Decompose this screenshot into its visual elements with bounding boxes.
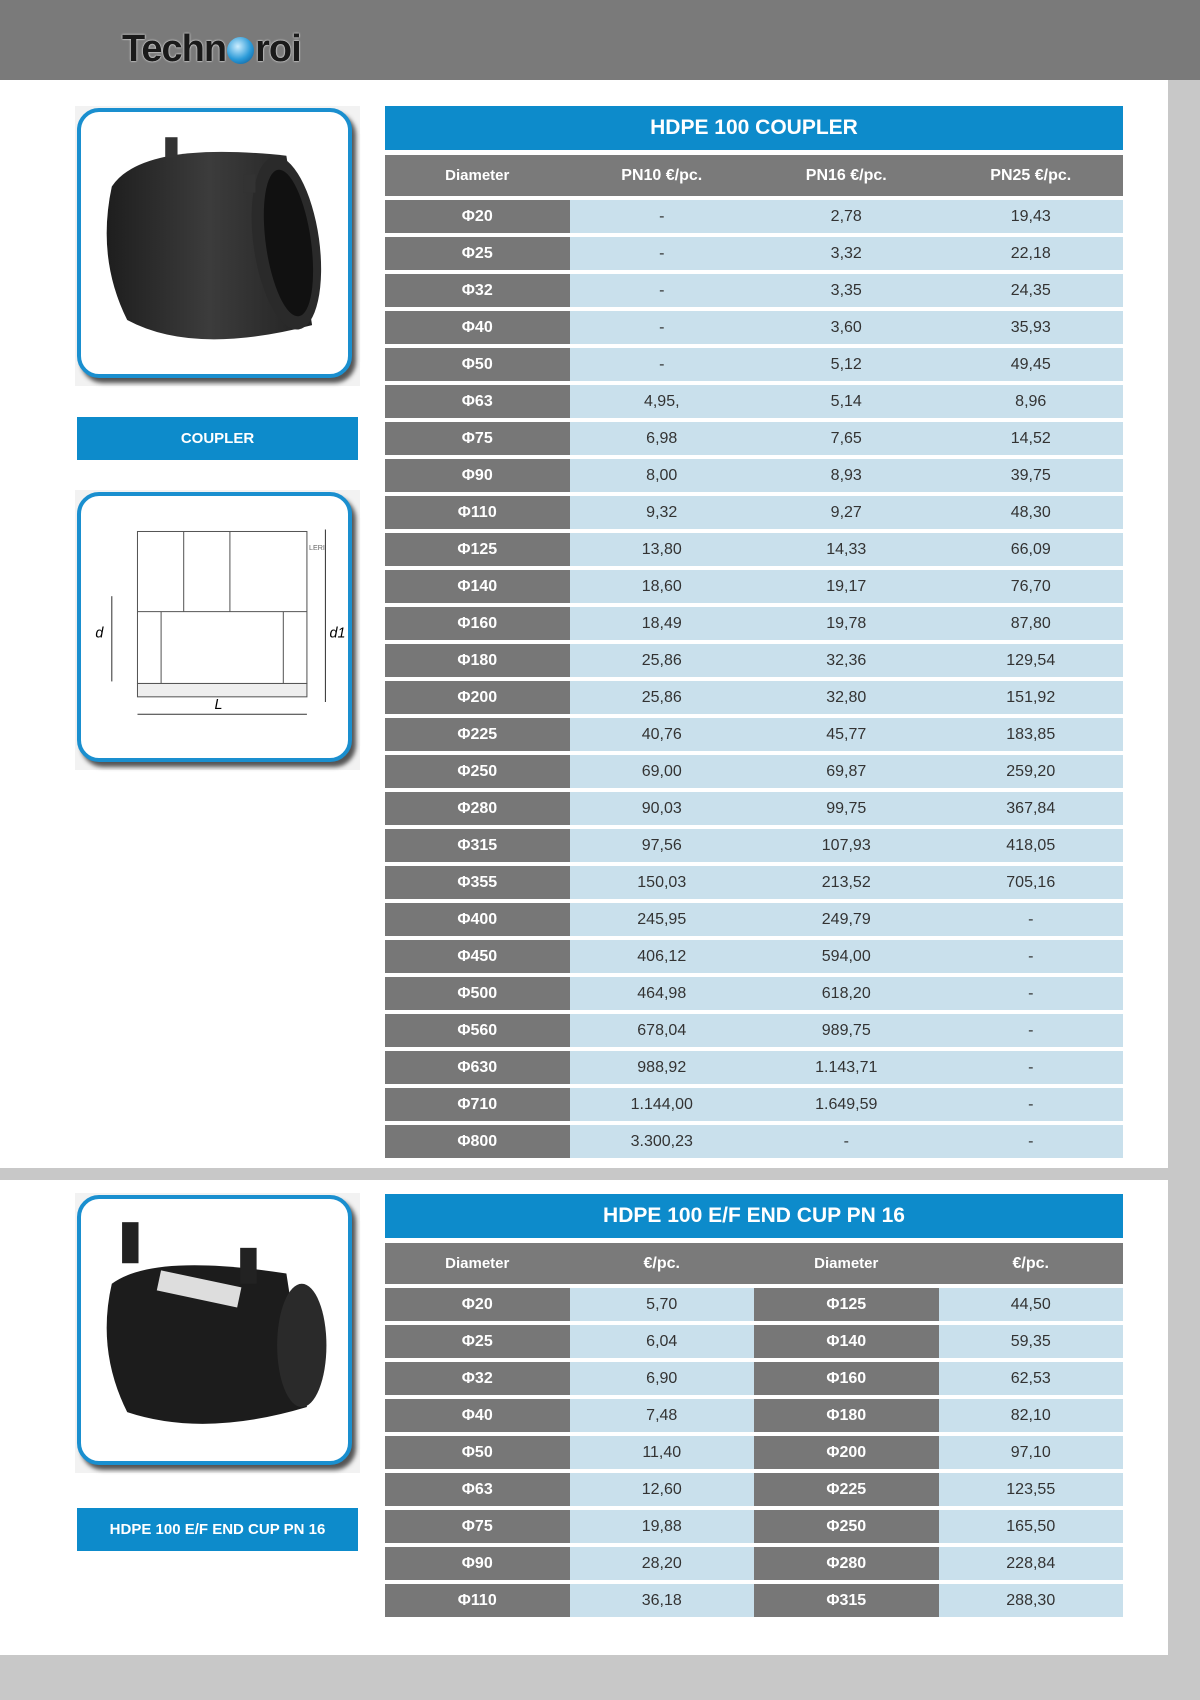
diameter-cell: Φ32	[385, 1362, 570, 1395]
bottom-band	[0, 1655, 1200, 1700]
price-cell: 705,16	[939, 866, 1124, 899]
dimension-l-label: L	[214, 697, 223, 714]
price-cell: 97,10	[939, 1436, 1124, 1469]
endcap-table-header	[385, 1243, 1123, 1284]
coupler-table-header	[385, 155, 1123, 196]
diameter-cell: Φ140	[385, 570, 570, 603]
price-cell: 259,20	[939, 755, 1124, 788]
column-header: Diameter	[814, 1255, 879, 1272]
price-cell: 678,04	[570, 1014, 755, 1047]
price-cell: 183,85	[939, 718, 1124, 751]
price-cell: 3,60	[754, 311, 939, 344]
table-row	[385, 1510, 1123, 1543]
price-cell: 989,75	[754, 1014, 939, 1047]
coupler-photo	[75, 106, 360, 386]
table-row	[385, 1125, 1123, 1158]
table-row	[385, 570, 1123, 603]
diameter-cell: Φ315	[385, 829, 570, 862]
table-row	[385, 1325, 1123, 1358]
logo-text-right: roi	[255, 28, 301, 70]
price-cell: 288,30	[939, 1584, 1124, 1617]
coupler-price-table	[385, 106, 1123, 1158]
diameter-cell: Φ355	[385, 866, 570, 899]
diameter-cell: Φ200	[754, 1436, 939, 1469]
price-cell: 28,20	[570, 1547, 755, 1580]
diameter-cell: Φ32	[385, 274, 570, 307]
diameter-cell: Φ200	[385, 681, 570, 714]
globe-icon	[227, 37, 254, 64]
price-cell: 24,35	[939, 274, 1124, 307]
price-cell: 165,50	[939, 1510, 1124, 1543]
diameter-cell: Φ280	[754, 1547, 939, 1580]
table-row	[385, 1051, 1123, 1084]
price-cell: 249,79	[754, 903, 939, 936]
table-row	[385, 459, 1123, 492]
price-cell: 8,96	[939, 385, 1124, 418]
diameter-cell: Φ225	[754, 1473, 939, 1506]
price-cell: 32,36	[754, 644, 939, 677]
price-cell: -	[939, 977, 1124, 1010]
drawing-tag: LERI	[308, 543, 325, 552]
table-row	[385, 311, 1123, 344]
diameter-cell: Φ25	[385, 237, 570, 270]
price-cell: -	[570, 274, 755, 307]
diameter-cell: Φ90	[385, 459, 570, 492]
table-row	[385, 940, 1123, 973]
diameter-cell: Φ20	[385, 1288, 570, 1321]
price-cell: 6,04	[570, 1325, 755, 1358]
price-cell: 40,76	[570, 718, 755, 751]
column-header: €/pc.	[643, 1254, 680, 1272]
diameter-cell: Φ50	[385, 1436, 570, 1469]
price-cell: -	[939, 1014, 1124, 1047]
table-row	[385, 348, 1123, 381]
table-row	[385, 1014, 1123, 1047]
price-cell: 9,27	[754, 496, 939, 529]
table-row	[385, 1584, 1123, 1617]
price-cell: 99,75	[754, 792, 939, 825]
price-cell: 6,90	[570, 1362, 755, 1395]
diameter-cell: Φ315	[754, 1584, 939, 1617]
column-header: PN16 €/pc.	[805, 166, 887, 184]
diameter-cell: Φ50	[385, 348, 570, 381]
price-cell: 4,95,	[570, 385, 755, 418]
right-margin-strip	[1168, 80, 1200, 1700]
price-cell: 13,80	[570, 533, 755, 566]
price-cell: -	[939, 903, 1124, 936]
coupler-table-title: HDPE 100 COUPLER	[385, 106, 1123, 150]
table-row	[385, 903, 1123, 936]
diameter-cell: Φ63	[385, 1473, 570, 1506]
endcap-image-icon	[81, 1199, 348, 1461]
price-cell: 11,40	[570, 1436, 755, 1469]
price-cell: 9,32	[570, 496, 755, 529]
price-cell: 464,98	[570, 977, 755, 1010]
price-cell: 594,00	[754, 940, 939, 973]
column-header: Diameter	[445, 167, 510, 184]
diameter-cell: Φ63	[385, 385, 570, 418]
diameter-cell: Φ140	[754, 1325, 939, 1358]
price-cell: 1.144,00	[570, 1088, 755, 1121]
price-cell: 1.143,71	[754, 1051, 939, 1084]
table-row	[385, 1288, 1123, 1321]
endcap-label: HDPE 100 E/F END CUP PN 16	[77, 1508, 358, 1551]
dimension-d1-label: d1	[329, 625, 346, 642]
price-cell: 18,49	[570, 607, 755, 640]
price-cell: 7,48	[570, 1399, 755, 1432]
price-cell: 62,53	[939, 1362, 1124, 1395]
table-row	[385, 792, 1123, 825]
price-cell: 618,20	[754, 977, 939, 1010]
endcap-table-title: HDPE 100 E/F END CUP PN 16	[385, 1194, 1123, 1238]
coupler-technical-drawing	[75, 490, 360, 770]
price-cell: 45,77	[754, 718, 939, 751]
table-row	[385, 1362, 1123, 1395]
diameter-cell: Φ40	[385, 1399, 570, 1432]
column-header: PN10 €/pc.	[621, 166, 703, 184]
price-cell: 2,78	[754, 200, 939, 233]
diameter-cell: Φ90	[385, 1547, 570, 1580]
endcap-price-table	[385, 1194, 1123, 1617]
price-cell: 988,92	[570, 1051, 755, 1084]
price-cell: 8,00	[570, 459, 755, 492]
price-cell: -	[939, 1051, 1124, 1084]
coupler-label: COUPLER	[77, 417, 358, 460]
table-row	[385, 200, 1123, 233]
price-cell: 19,88	[570, 1510, 755, 1543]
price-cell: 35,93	[939, 311, 1124, 344]
table-row	[385, 866, 1123, 899]
price-cell: 3.300,23	[570, 1125, 755, 1158]
diameter-cell: Φ400	[385, 903, 570, 936]
diameter-cell: Φ800	[385, 1125, 570, 1158]
dimension-drawing-icon	[81, 496, 348, 758]
price-cell: 69,87	[754, 755, 939, 788]
table-row	[385, 755, 1123, 788]
price-cell: 228,84	[939, 1547, 1124, 1580]
price-cell: 7,65	[754, 422, 939, 455]
diameter-cell: Φ280	[385, 792, 570, 825]
column-header: PN25 €/pc.	[990, 166, 1072, 184]
price-cell: 19,17	[754, 570, 939, 603]
column-header: €/pc.	[1012, 1254, 1049, 1272]
table-row	[385, 1399, 1123, 1432]
price-cell: 19,43	[939, 200, 1124, 233]
table-row	[385, 977, 1123, 1010]
price-cell: -	[570, 237, 755, 270]
price-cell: 87,80	[939, 607, 1124, 640]
diameter-cell: Φ500	[385, 977, 570, 1010]
price-cell: 32,80	[754, 681, 939, 714]
diameter-cell: Φ40	[385, 311, 570, 344]
diameter-cell: Φ450	[385, 940, 570, 973]
section-divider	[0, 1168, 1168, 1180]
price-cell: -	[570, 348, 755, 381]
diameter-cell: Φ630	[385, 1051, 570, 1084]
price-cell: 367,84	[939, 792, 1124, 825]
table-row	[385, 385, 1123, 418]
price-cell: -	[939, 1088, 1124, 1121]
price-cell: 90,03	[570, 792, 755, 825]
price-cell: 19,78	[754, 607, 939, 640]
technoroi-logo	[122, 28, 301, 71]
price-cell: 76,70	[939, 570, 1124, 603]
table-row	[385, 829, 1123, 862]
table-row	[385, 718, 1123, 751]
price-cell: 14,52	[939, 422, 1124, 455]
diameter-cell: Φ125	[385, 533, 570, 566]
price-cell: 5,12	[754, 348, 939, 381]
price-cell: 14,33	[754, 533, 939, 566]
price-cell: 213,52	[754, 866, 939, 899]
price-cell: 49,45	[939, 348, 1124, 381]
price-cell: 36,18	[570, 1584, 755, 1617]
diameter-cell: Φ250	[754, 1510, 939, 1543]
price-cell: 25,86	[570, 681, 755, 714]
price-cell: 82,10	[939, 1399, 1124, 1432]
table-row	[385, 1547, 1123, 1580]
price-cell: -	[939, 940, 1124, 973]
price-cell: -	[570, 200, 755, 233]
endcap-photo	[75, 1193, 360, 1473]
price-cell: 39,75	[939, 459, 1124, 492]
price-cell: 22,18	[939, 237, 1124, 270]
diameter-cell: Φ110	[385, 496, 570, 529]
table-row	[385, 533, 1123, 566]
price-cell: 150,03	[570, 866, 755, 899]
coupler-image-icon	[81, 112, 348, 374]
price-cell: 44,50	[939, 1288, 1124, 1321]
diameter-cell: Φ75	[385, 1510, 570, 1543]
table-row	[385, 274, 1123, 307]
price-cell: 245,95	[570, 903, 755, 936]
price-cell: 6,98	[570, 422, 755, 455]
price-cell: 418,05	[939, 829, 1124, 862]
price-cell: 151,92	[939, 681, 1124, 714]
price-cell: 66,09	[939, 533, 1124, 566]
column-header: Diameter	[445, 1255, 510, 1272]
table-row	[385, 1473, 1123, 1506]
logo-text-left: Techn	[122, 28, 227, 70]
table-row	[385, 1436, 1123, 1469]
price-cell: 48,30	[939, 496, 1124, 529]
price-cell: -	[570, 311, 755, 344]
price-cell: 123,55	[939, 1473, 1124, 1506]
price-cell: 59,35	[939, 1325, 1124, 1358]
price-cell: 5,14	[754, 385, 939, 418]
diameter-cell: Φ20	[385, 200, 570, 233]
diameter-cell: Φ250	[385, 755, 570, 788]
diameter-cell: Φ110	[385, 1584, 570, 1617]
diameter-cell: Φ125	[754, 1288, 939, 1321]
price-cell: 18,60	[570, 570, 755, 603]
table-row	[385, 496, 1123, 529]
dimension-d-label: d	[95, 625, 104, 642]
diameter-cell: Φ560	[385, 1014, 570, 1047]
price-cell: 12,60	[570, 1473, 755, 1506]
table-row	[385, 607, 1123, 640]
table-row	[385, 237, 1123, 270]
diameter-cell: Φ25	[385, 1325, 570, 1358]
diameter-cell: Φ225	[385, 718, 570, 751]
table-row	[385, 681, 1123, 714]
price-cell: 69,00	[570, 755, 755, 788]
diameter-cell: Φ710	[385, 1088, 570, 1121]
price-cell: -	[754, 1125, 939, 1158]
top-header-bar	[0, 0, 1200, 80]
price-cell: 107,93	[754, 829, 939, 862]
table-row	[385, 1088, 1123, 1121]
diameter-cell: Φ75	[385, 422, 570, 455]
price-cell: 8,93	[754, 459, 939, 492]
price-cell: 1.649,59	[754, 1088, 939, 1121]
price-cell: 25,86	[570, 644, 755, 677]
price-cell: 3,35	[754, 274, 939, 307]
price-cell: -	[939, 1125, 1124, 1158]
price-cell: 5,70	[570, 1288, 755, 1321]
table-row	[385, 644, 1123, 677]
diameter-cell: Φ160	[754, 1362, 939, 1395]
price-cell: 97,56	[570, 829, 755, 862]
table-row	[385, 422, 1123, 455]
price-cell: 129,54	[939, 644, 1124, 677]
diameter-cell: Φ180	[754, 1399, 939, 1432]
diameter-cell: Φ160	[385, 607, 570, 640]
price-cell: 406,12	[570, 940, 755, 973]
price-cell: 3,32	[754, 237, 939, 270]
diameter-cell: Φ180	[385, 644, 570, 677]
